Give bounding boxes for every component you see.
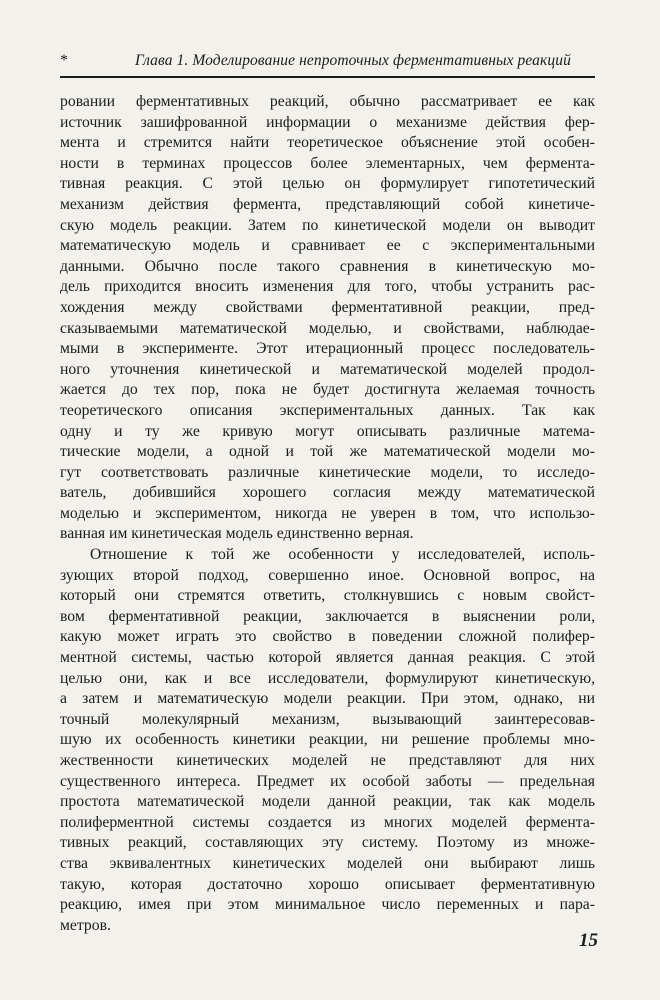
text-line: ванная им кинетическая модель единственно верная. bbox=[60, 525, 414, 543]
text-line: механизм действия фермента, представляющий собой кинетиче- bbox=[60, 195, 595, 213]
text-line: теоретического описания экспериментальных данных. Так как bbox=[60, 401, 595, 419]
text-line: шую их особенность кинетики реакции, ни решение проблемы мно- bbox=[60, 731, 595, 749]
body-text bbox=[60, 92, 595, 936]
text-line: тивных реакций, составляющих эту систему. Поэтому из множе- bbox=[60, 834, 595, 852]
text-line: полиферментной системы создается из многих моделей фермента- bbox=[60, 813, 595, 831]
text-line: ного уточнения кинетической и математической моделей продол- bbox=[60, 360, 595, 378]
text-line: зующих второй подход, совершенно иное. Основной вопрос, на bbox=[60, 566, 595, 584]
text-line: ства эквивалентных кинетических моделей они выбирают лишь bbox=[60, 854, 595, 872]
header-rule bbox=[60, 76, 595, 78]
text-line: простота математической модели данной реакции, так как модель bbox=[60, 793, 595, 811]
text-line: ватель, добившийся хорошего согласия между математической bbox=[60, 484, 595, 502]
text-line: тические модели, а одной и той же математической модели мо- bbox=[60, 443, 595, 461]
text-line: сказываемыми математической моделью, и свойствами, наблюдае- bbox=[60, 319, 595, 337]
chapter-title: Глава 1. Моделирование непроточных ферментативных реакций bbox=[135, 52, 571, 69]
text-line: дель приходится вносить изменения для того, чтобы устранить рас- bbox=[60, 278, 595, 296]
text-line: источник зашифрованной информации о механизме действия фер- bbox=[60, 113, 595, 131]
text-line: данными. Обычно после такого сравнения в кинетическую мо- bbox=[60, 257, 595, 275]
text-line: существенного интереса. Предмет их особой заботы — предельная bbox=[60, 772, 595, 790]
text-line: тивная реакция. С этой целью он формулирует гипотетический bbox=[60, 175, 595, 193]
text-line: который они стремятся ответить, столкнувшись с новым свойст- bbox=[60, 587, 595, 605]
running-head bbox=[60, 51, 595, 71]
text-line: метров. bbox=[60, 916, 111, 934]
text-line: ментной системы, частью которой является данная реакция. С этой bbox=[60, 649, 595, 667]
text-line: одну и ту же кривую могут описывать различные матема- bbox=[60, 422, 595, 440]
text-line: скую модель реакции. Затем по кинетической модели он выводит bbox=[60, 216, 595, 234]
text-line: математическую модель и сравнивает ее с экспериментальными bbox=[60, 237, 595, 255]
text-line: точный молекулярный механизм, вызывающий заинтересовав- bbox=[60, 710, 595, 728]
text-line: реакцию, имея при этом минимальное число переменных и пара- bbox=[60, 896, 595, 914]
text-line: ности в терминах процессов более элементарных, чем фермента- bbox=[60, 154, 595, 172]
page-number: 15 bbox=[579, 930, 598, 951]
text-line: хождения между свойствами ферментативной реакции, пред- bbox=[60, 298, 595, 316]
text-line: целью они, как и все исследователи, формулируют кинетическую, bbox=[60, 669, 595, 687]
text-line: а затем и математическую модели реакции. При этом, однако, ни bbox=[60, 690, 595, 708]
text-line: Отношение к той же особенности у исследователей, исполь- bbox=[90, 546, 595, 564]
paragraph bbox=[60, 545, 595, 936]
header-marker: * bbox=[60, 52, 68, 69]
text-line: ровании ферментативных реакций, обычно рассматривает ее как bbox=[60, 93, 595, 110]
text-line: жественности кинетических моделей не представляют для них bbox=[60, 752, 595, 769]
text-line: мента и стремится найти теоретическое объяснение этой особен- bbox=[60, 134, 595, 152]
paragraph bbox=[60, 92, 595, 545]
text-line: вом ферментативной реакции, заключается в выяснении роли, bbox=[60, 607, 595, 625]
text-line: моделью и экспериментом, никогда не уверен в том, что использо- bbox=[60, 504, 595, 522]
text-line: такую, которая достаточно хорошо описывает ферментативную bbox=[60, 875, 595, 893]
text-line: жается до тех пор, пока не будет достигнута желаемая точность bbox=[60, 381, 595, 399]
text-line: гут соответствовать различные кинетические модели, то исследо- bbox=[60, 463, 595, 481]
text-line: мыми в эксперименте. Этот итерационный процесс последователь- bbox=[60, 340, 595, 358]
text-line: какую может играть это свойство в поведении сложной полифер- bbox=[60, 628, 595, 646]
